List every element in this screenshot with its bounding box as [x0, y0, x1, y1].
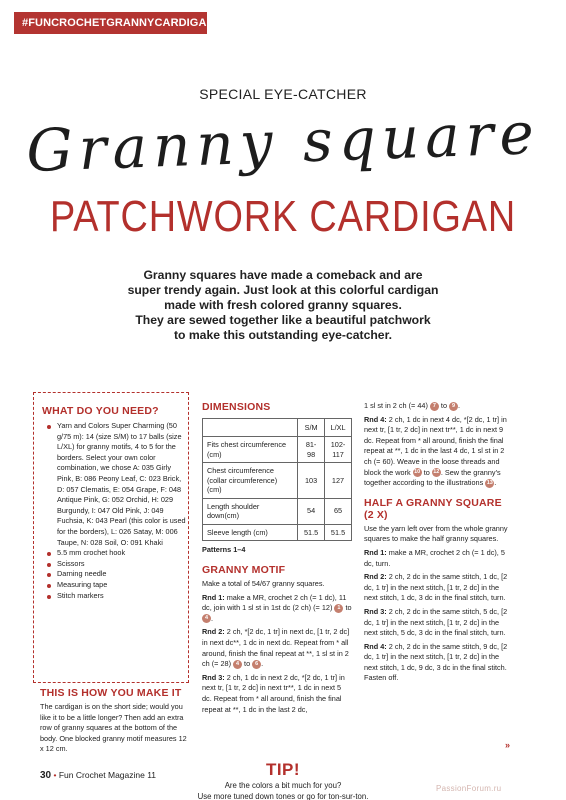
- motif-round-3: [202, 673, 352, 715]
- illustration-badge: 12: [433, 469, 440, 476]
- list-item: Stitch markers: [46, 591, 186, 602]
- round-text: 2 ch, 1 dc in next 4 dc, *[2 dc, 1 tr] in next tr, [1 tr, 2 dc] in next tr**, 1 dc in next 9 dc. Repeat from * all around, finish the final repeat at **, 1 dc in the last 4 dc, 1 sl st in 2 ch (= 60). Weave in the loose threads and block the work: [364, 414, 507, 477]
- how-to-section: [40, 687, 190, 755]
- dimensions-table: [202, 418, 352, 541]
- half-granny-column: [364, 401, 514, 684]
- page-number: 30: [40, 770, 52, 781]
- tip-heading: TIP!: [265, 760, 301, 779]
- how-to-heading: THIS IS HOW YOU MAKE IT: [40, 687, 182, 699]
- tip-line: Use more tuned down tones or go for ton-sur-ton.: [197, 792, 369, 800]
- motif-round-3-cont: [364, 401, 514, 412]
- intro-line: Granny squares have made a comeback and are: [143, 268, 423, 282]
- half-round-3: [364, 607, 514, 639]
- intro-line: made with fresh colored granny squares.: [164, 298, 402, 312]
- table-header: L/XL: [325, 419, 352, 437]
- table-cell: Fits chest circumference (cm): [203, 437, 298, 463]
- table-row: [203, 498, 352, 524]
- motif-round-2: [202, 627, 352, 669]
- round-label: Rnd 3:: [364, 606, 387, 616]
- table-header-blank: [203, 419, 298, 437]
- round-text: 1 sl st in 2 ch (= 44): [364, 401, 430, 410]
- dimensions-heading: DIMENSIONS: [202, 401, 271, 413]
- round-text: to: [438, 401, 450, 410]
- script-title: Granny square: [25, 99, 541, 185]
- illustration-badge: 4: [202, 614, 211, 623]
- table-cell: 65: [325, 498, 352, 524]
- table-cell: 51.5: [325, 524, 352, 541]
- table-cell: 103: [298, 463, 325, 499]
- tip-line: Are the colors a bit much for you?: [224, 781, 342, 790]
- footer-separator: •: [53, 770, 57, 780]
- round-text: to: [343, 603, 352, 613]
- round-label: Rnd 4:: [364, 641, 387, 651]
- round-label: Rnd 1:: [364, 547, 387, 557]
- table-header-row: [203, 419, 352, 437]
- materials-list: [46, 421, 186, 601]
- round-label: Rnd 2:: [364, 572, 387, 582]
- table-cell: 81-98: [298, 437, 325, 463]
- round-text: 2 ch, 2 dc in the same stitch, 1 dc, [2 dc, 1 tr] in the next stitch, [1 tr, 2 dc] in the next stitch, 1 dc, 3 dc in the final stitch, turn.: [364, 572, 508, 603]
- round-label: Rnd 1:: [202, 592, 225, 602]
- illustration-badge: 4: [233, 660, 242, 669]
- table-cell: 127: [325, 463, 352, 499]
- table-cell: Sleeve length (cm): [203, 524, 298, 541]
- round-text: 2 ch, *[2 dc, 1 tr] in next dc, [1 tr, 2 dc] in next dc**, 1 dc in next dc. Repeat from * all around, finish the final repeat at **, 1 sl st in 2 ch (= 28): [202, 627, 350, 669]
- round-text: .: [261, 659, 264, 669]
- list-item: Measuring tape: [46, 580, 186, 591]
- motif-round-1: [202, 593, 352, 625]
- intro-line: They are sewed together like a beautiful patchwork: [135, 313, 431, 327]
- round-text: .: [494, 478, 497, 488]
- table-cell: Length shoulder down(cm): [203, 498, 298, 524]
- patterns-note: Patterns 1–4: [202, 545, 246, 554]
- how-to-text: The cardigan is on the short side; would you like it to be a little longer? Then add an extra row of granny squares at the bottom of the body. One blocked granny motif measures 12 x 12 cm.: [40, 702, 187, 754]
- half-round-2: [364, 572, 514, 604]
- illustration-badge: 1: [334, 604, 343, 613]
- materials-heading: WHAT DO YOU NEED?: [42, 405, 159, 417]
- illustration-badge: 7: [430, 402, 439, 411]
- round-text: . Sew the granny's together according to the illustrations: [364, 467, 501, 488]
- table-cell: Chest circumference (collar circumference) (cm): [203, 463, 298, 499]
- page-title: PATCHWORK CARDIGAN: [49, 192, 517, 241]
- list-item: Darning needle: [46, 569, 186, 580]
- materials-box: [33, 392, 189, 683]
- round-text: .: [211, 613, 214, 623]
- round-text: 2 ch, 2 dc in the same stitch, 5 dc, [2 dc, 1 tr] in the next stitch, [1 tr, 2 dc] in the next stitch, 5 dc, 3 dc in the final stitch, turn.: [364, 606, 508, 638]
- page-footer: [40, 770, 156, 781]
- table-cell: 54: [298, 498, 325, 524]
- round-label: Rnd 2:: [202, 627, 225, 637]
- illustration-badge: 10: [414, 469, 421, 476]
- round-text: .: [458, 401, 461, 410]
- list-item: Yarn and Colors Super Charming (50 g/75 m): 14 (size S/M) to 17 balls (size L/XL) for granny motifs, 4 to 5 for the borders. Select your own color combination, we chose A: 035 Girly Pink, B: 086 Peony Leaf, C: 023 Brick, D: 057 Clematis, E: 054 Grape, F: 048 Antique Pink, G: 052 Orchid, H: 029 Burgundy, I: 047 Old Pink, J: 049 Fuchsia, K: 043 Pearl (this color is used for the borders), L: 026 Satay, M: 006 Taupe, N: 028 Soil, O: 091 Khaki: [46, 421, 186, 548]
- intro-line: super trendy again. Just look at this colorful cardigan: [127, 283, 439, 297]
- motif-round-4: [364, 415, 514, 489]
- round-text: 2 ch, 1 dc in next 2 dc, *[2 dc, 1 tr] in next tr, [1 tr, 2 dc] in next tr**, 1 dc in next 5 dc. Repeat from * all around, finish the final repeat at **, 1 dc in the last 2 dc,: [202, 672, 345, 714]
- table-cell: 102-117: [325, 437, 352, 463]
- round-text: make a MR, crochet 2 ch (= 1 dc), 11 dc, join with 1 sl st in 1st dc (2 ch) (= 12): [202, 592, 347, 613]
- dimensions-column: [202, 401, 352, 715]
- magazine-name: Fun Crochet Magazine 11: [58, 770, 157, 780]
- hashtag-banner: #FUNCROCHETGRANNYCARDIGAN: [14, 12, 207, 34]
- table-row: [203, 437, 352, 463]
- half-round-1: [364, 548, 514, 569]
- table-row: [203, 463, 352, 499]
- intro-text: [118, 268, 448, 343]
- continue-arrow-icon: »: [505, 740, 511, 750]
- illustration-badge: 13: [486, 479, 493, 486]
- round-label: Rnd 4:: [364, 414, 387, 424]
- table-row: [203, 524, 352, 541]
- half-granny-intro: Use the yarn left over from the whole granny squares to make the half granny squares.: [364, 523, 508, 544]
- watermark: PassionForum.ru: [436, 784, 502, 793]
- round-label: Rnd 3:: [202, 672, 225, 682]
- half-round-4: [364, 642, 514, 684]
- round-text: make a MR, crochet 2 ch (= 1 dc), 5 dc, turn.: [364, 547, 505, 568]
- half-granny-heading: HALF A GRANNY SQUARE (2 X): [364, 496, 502, 521]
- table-header: S/M: [298, 419, 325, 437]
- intro-line: to make this outstanding eye-catcher.: [173, 328, 393, 342]
- illustration-badge: 6: [252, 660, 261, 669]
- list-item: Scissors: [46, 559, 186, 570]
- list-item: 5.5 mm crochet hook: [46, 548, 186, 559]
- table-cell: 51.5: [298, 524, 325, 541]
- motif-heading: GRANNY MOTIF: [202, 564, 286, 576]
- round-text: to: [242, 659, 253, 669]
- round-text: 2 ch, 2 dc in the same stitch, 9 dc, [2 dc, 1 tr] in the next stitch, [1 tr, 2 dc] in the next stitch, 1 dc, 9 dc, 3 dc in the final stitch. Fasten off.: [364, 641, 508, 683]
- motif-intro: Make a total of 54/67 granny squares.: [202, 579, 325, 588]
- illustration-badge: 9: [449, 402, 458, 411]
- round-text: to: [421, 467, 432, 477]
- kicker: SPECIAL EYE-CATCHER: [199, 86, 367, 102]
